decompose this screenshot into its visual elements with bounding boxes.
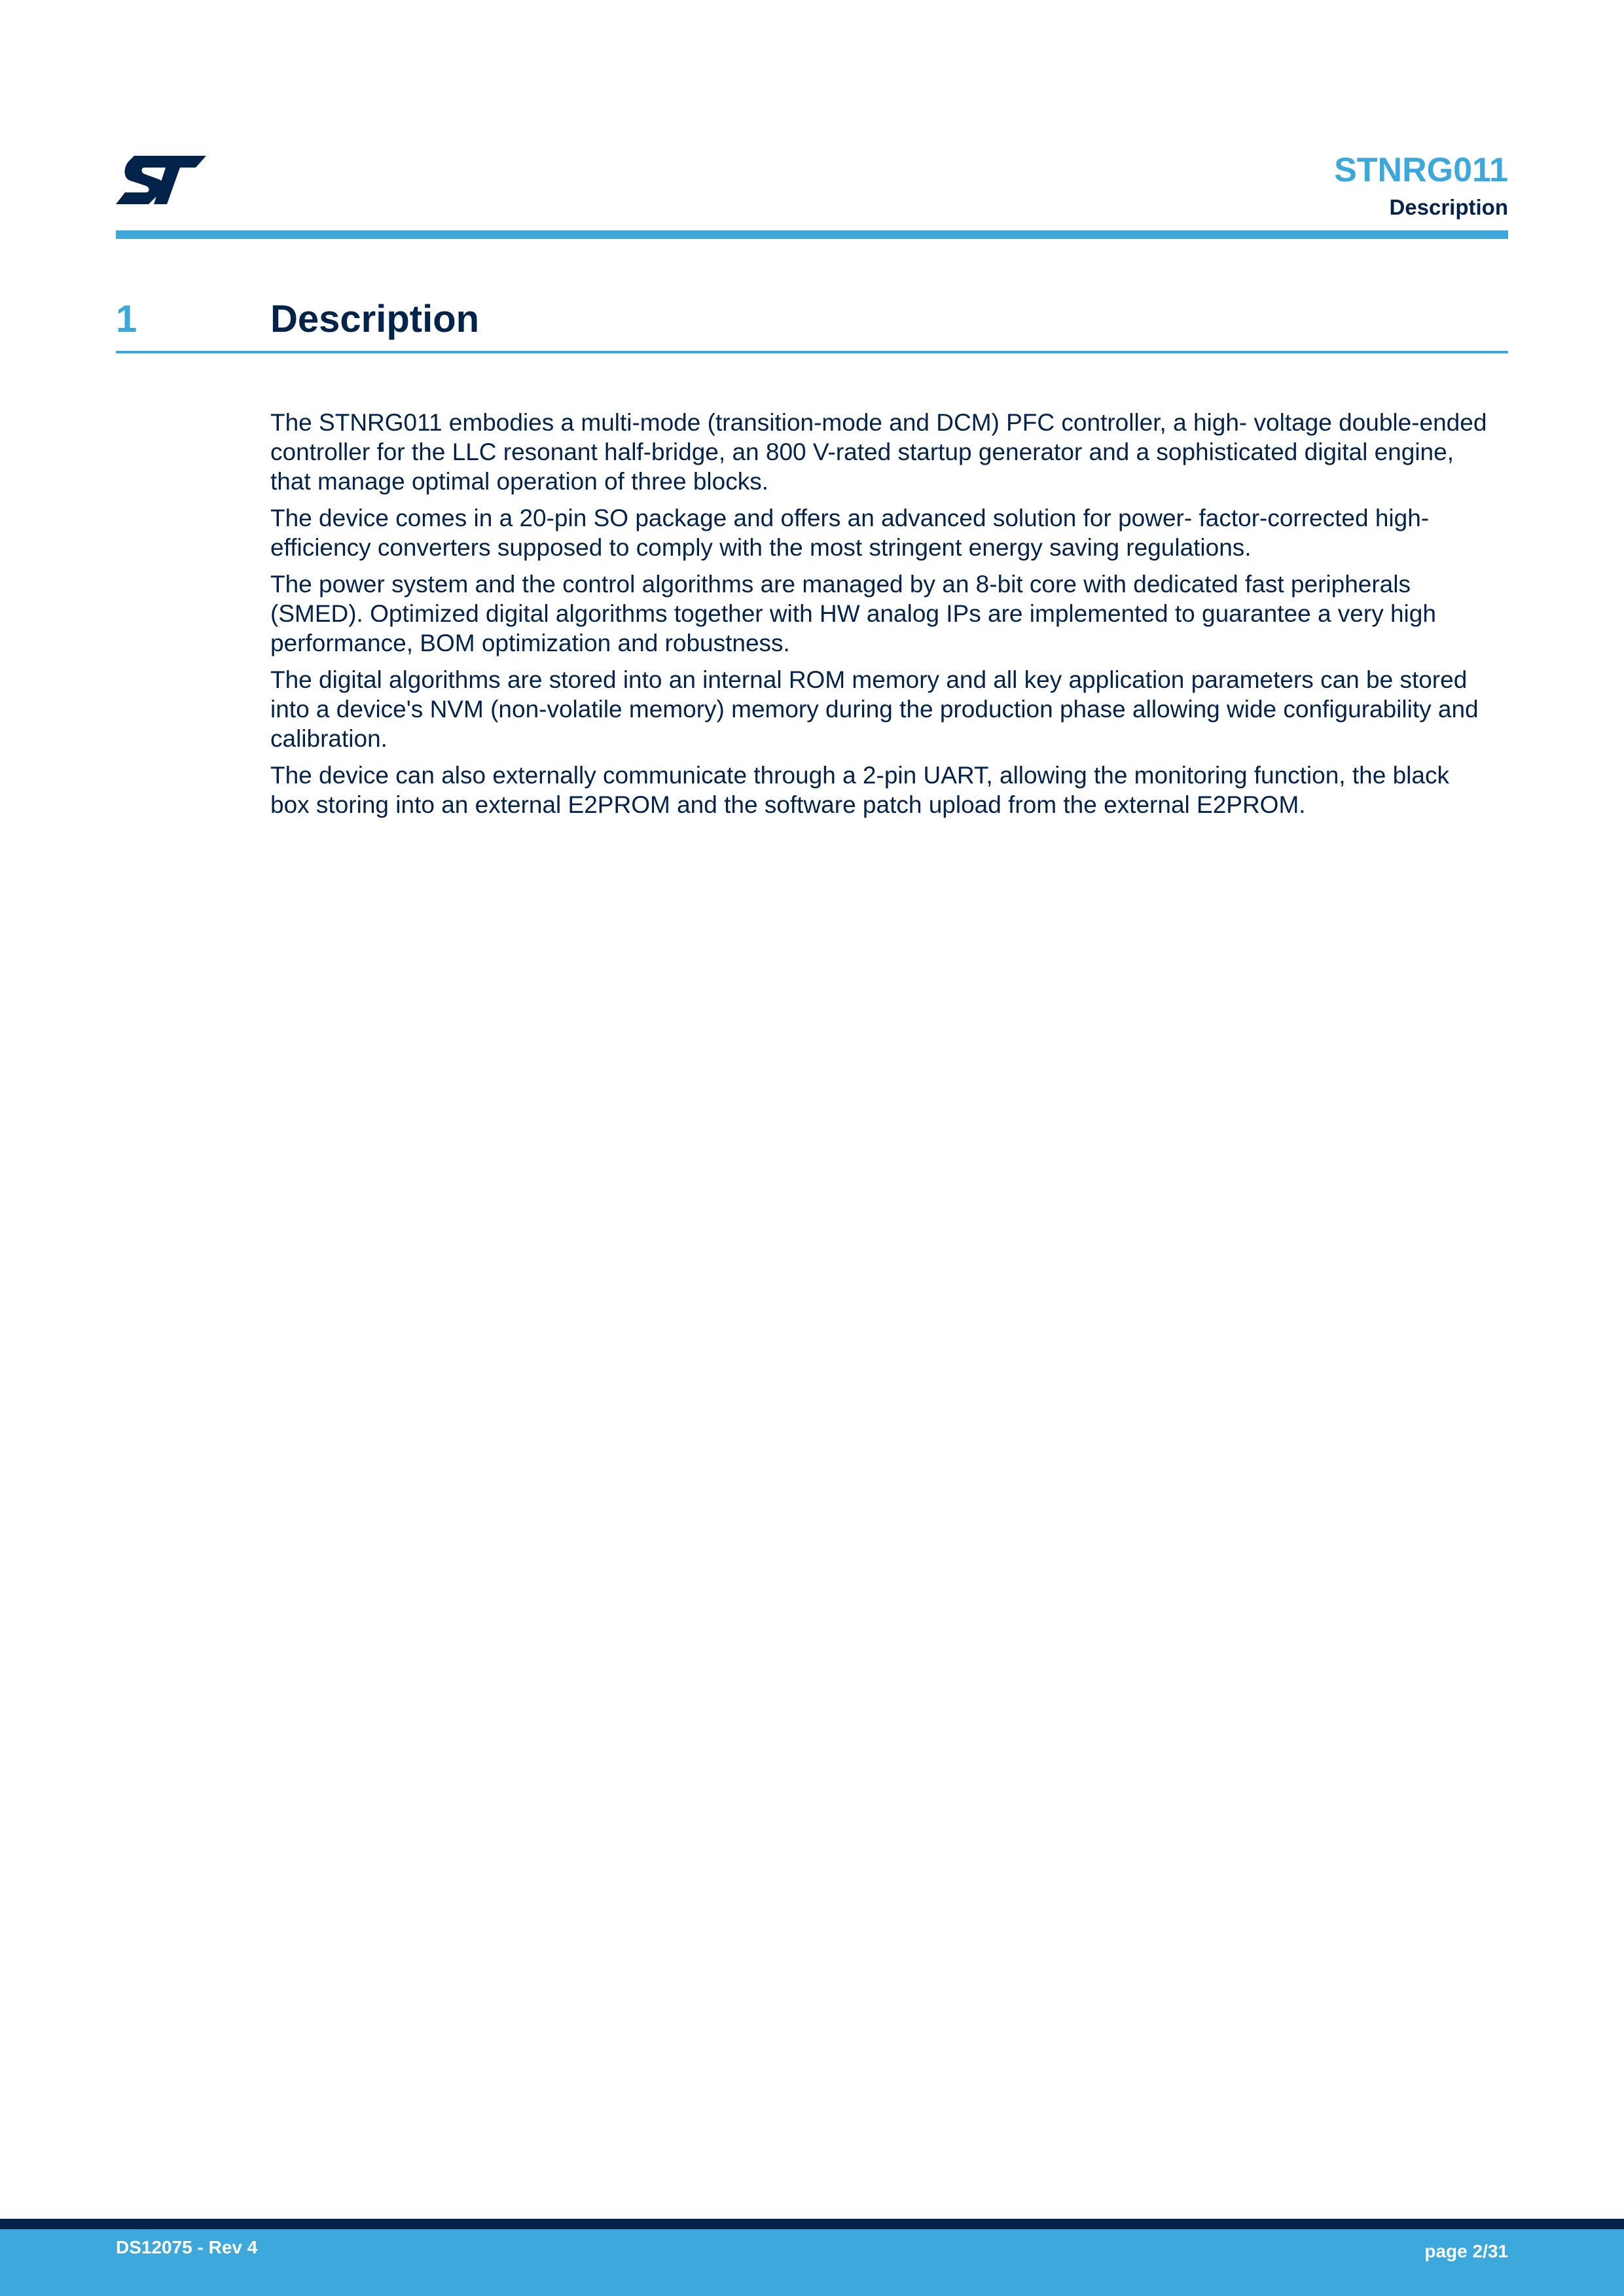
section-body	[270, 408, 1511, 827]
footer-divider	[0, 2219, 1624, 2229]
document-id: DS12075 - Rev 4	[116, 2237, 258, 2257]
page-number: page 2/31	[1424, 2241, 1508, 2261]
section-title: Description	[270, 298, 480, 340]
header-section-name: Description	[1389, 195, 1508, 219]
header-divider	[116, 230, 1508, 239]
paragraph: The power system and the control algorithms are managed by an 8-bit core with dedicated fast peripherals (SMED). Optimized digital algorithms together with HW analog IPs are implemented to guarantee a very high performance, BOM optimization and robustness.	[270, 571, 1436, 656]
paragraph: The device can also externally communicate through a 2-pin UART, allowing the monitoring function, the black box storing into an external E2PROM and the software patch upload from the external E2PROM.	[270, 762, 1449, 818]
document-title: STNRG011	[1334, 151, 1508, 189]
section-divider	[116, 351, 1508, 353]
page-header	[1334, 147, 1508, 222]
paragraph: The STNRG011 embodies a multi-mode (transition-mode and DCM) PFC controller, a high- voltage double-ended controller for the LLC resonant half-bridge, an 800 V-rated startup generator and a sophisticated digital engine, that manage optimal operation of three blocks.	[270, 409, 1487, 495]
paragraph: The digital algorithms are stored into an internal ROM memory and all key application parameters can be stored into a device's NVM (non-volatile memory) memory during the production phase allowing wide configurability and calibration.	[270, 666, 1479, 752]
section-number: 1	[116, 298, 137, 340]
page-footer	[0, 2229, 1624, 2296]
paragraph: The device comes in a 20-pin SO package and offers an advanced solution for power- factor-corrected high- efficiency converters supposed to comply with the most stringent energy saving regulations.	[270, 505, 1430, 561]
st-logo	[116, 156, 206, 204]
